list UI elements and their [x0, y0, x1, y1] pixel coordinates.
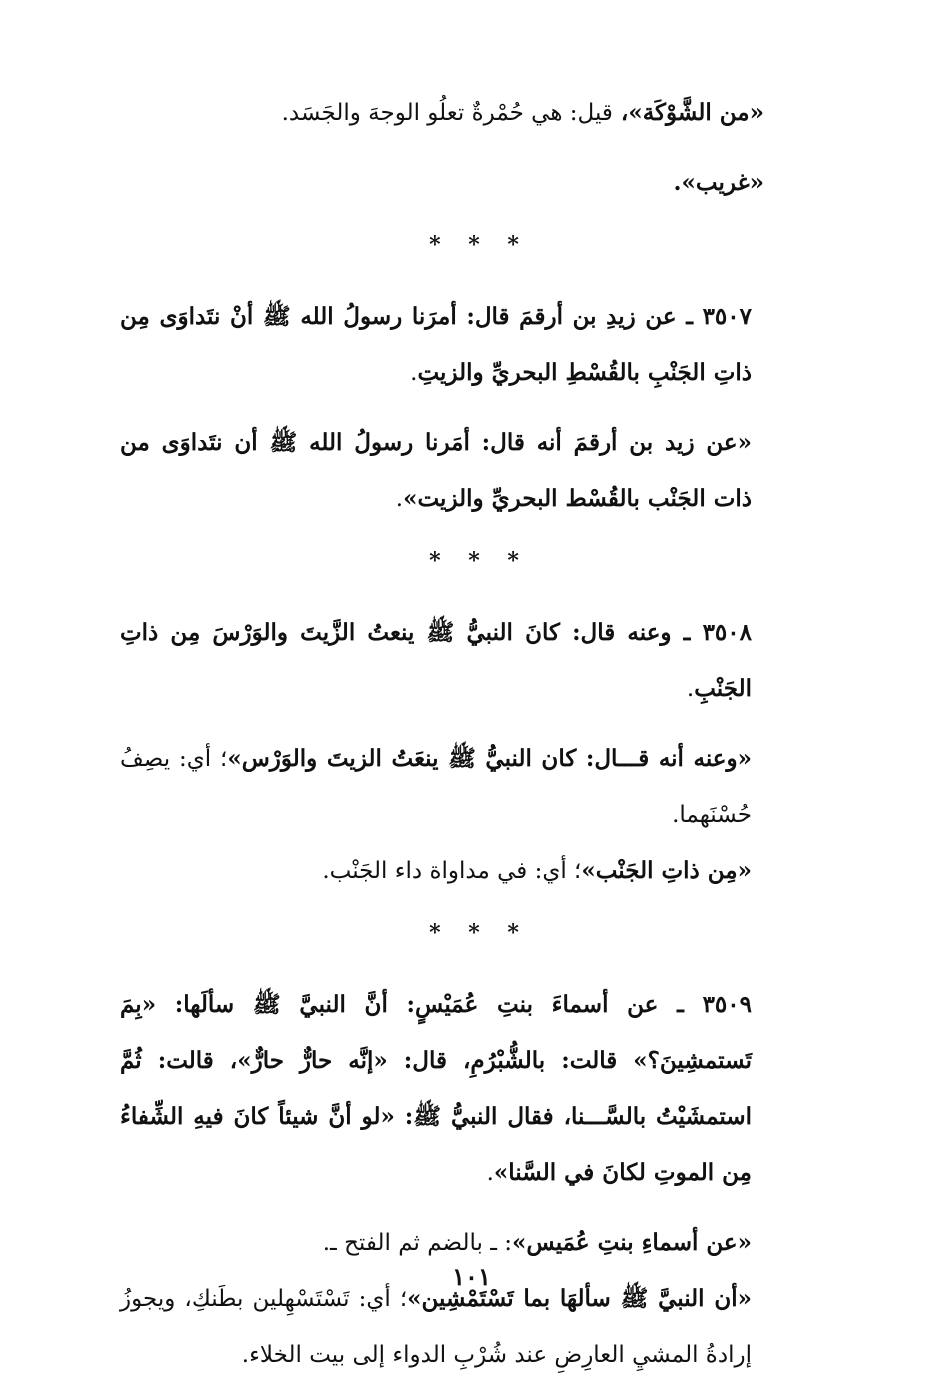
section-separator: * * * — [429, 920, 529, 946]
punctuation: . — [395, 486, 404, 512]
hadith-text: ٣٥٠٨ ـ وعنه قال: كانَ النبيُّ ﷺ ينعتُ الزَّيتَ والوَرْسَ مِن ذاتِ الجَنْبِ — [120, 619, 752, 702]
hadith-3508 — [120, 605, 838, 717]
commentary-shawka — [120, 85, 838, 141]
lemma: «مِن ذاتِ الجَنْب» — [581, 857, 752, 884]
commentary-3508-b — [120, 843, 838, 899]
lemma: «من الشَّوْكَة»، — [612, 99, 764, 126]
lemma: «عن أسماءِ بنتِ عُمَيس» — [512, 1229, 752, 1256]
section-separator: * * * — [429, 232, 529, 258]
lemma: «وعنه أنه قـــال: كان النبيُّ ﷺ ينعَتُ الزيتَ والوَرْس» — [227, 745, 752, 772]
explanation: ؛ أي: في مداواة داء الجَنْب. — [322, 858, 582, 884]
hadith-3507 — [120, 289, 838, 401]
hadith-3509 — [120, 977, 838, 1201]
explanation: قيل: هي حُمْرةٌ تعلُو الوجهَ والجَسَد. — [281, 100, 613, 126]
lemma: «أن النبيَّ ﷺ سألهَا بما تَسْتَمْشِين» — [407, 1285, 752, 1312]
commentary-3508-a — [120, 731, 838, 843]
explanation: ؛ أي: تَسْتَسْهِلين بطَنكِ، ويجوزُ إرادةُ المشيِ العارِضِ عند شُرْبِ الدواء إلى بيت الخلاء. — [120, 1286, 752, 1368]
punctuation: . — [486, 1160, 494, 1186]
page-number: ١٠١ — [452, 1262, 491, 1291]
explanation: ؛ أي: يصِفُ حُسْنَهما. — [120, 746, 752, 828]
page-body — [120, 85, 838, 1383]
punctuation: . — [410, 360, 418, 386]
commentary-gharib — [120, 155, 838, 211]
lemma: «عن زيد بن أرقمَ أنه قال: أمَرنا رسولُ الله ﷺ أن نتَداوَى من ذات الجَنْب بالقُسْط البحريِّ والزيت» — [120, 429, 752, 512]
lemma: «غريب». — [673, 169, 764, 196]
commentary-3507 — [120, 415, 838, 527]
hadith-text: ٣٥٠٧ ـ عن زيدِ بن أرقمَ قال: أمرَنا رسولُ الله ﷺ أنْ نتَداوَى مِن ذاتِ الجَنْبِ بالقُسْطِ البحريِّ والزيتِ — [120, 303, 752, 386]
punctuation: . — [686, 676, 695, 702]
explanation: : ـ بالضم ثم الفتح ـ. — [322, 1230, 512, 1256]
section-separator: * * * — [429, 548, 529, 574]
hadith-text: ٣٥٠٩ ـ عن أسماءَ بنتِ عُمَيْسٍ: أنَّ النبيَّ ﷺ سألَها: «بِمَ تَستمشِينَ؟» قالت: بالشُّبْرُمِ، قال: «إنَّه حارٌّ حارٌّ»، قالت: ثُمَّ استمشَيْتُ بالسَّـــنا، فقال النبيُّ ﷺ: «لو أنَّ شيئاً كانَ فيهِ الشِّفاءُ مِن الموتِ لكانَ في السَّنا» — [120, 991, 752, 1186]
